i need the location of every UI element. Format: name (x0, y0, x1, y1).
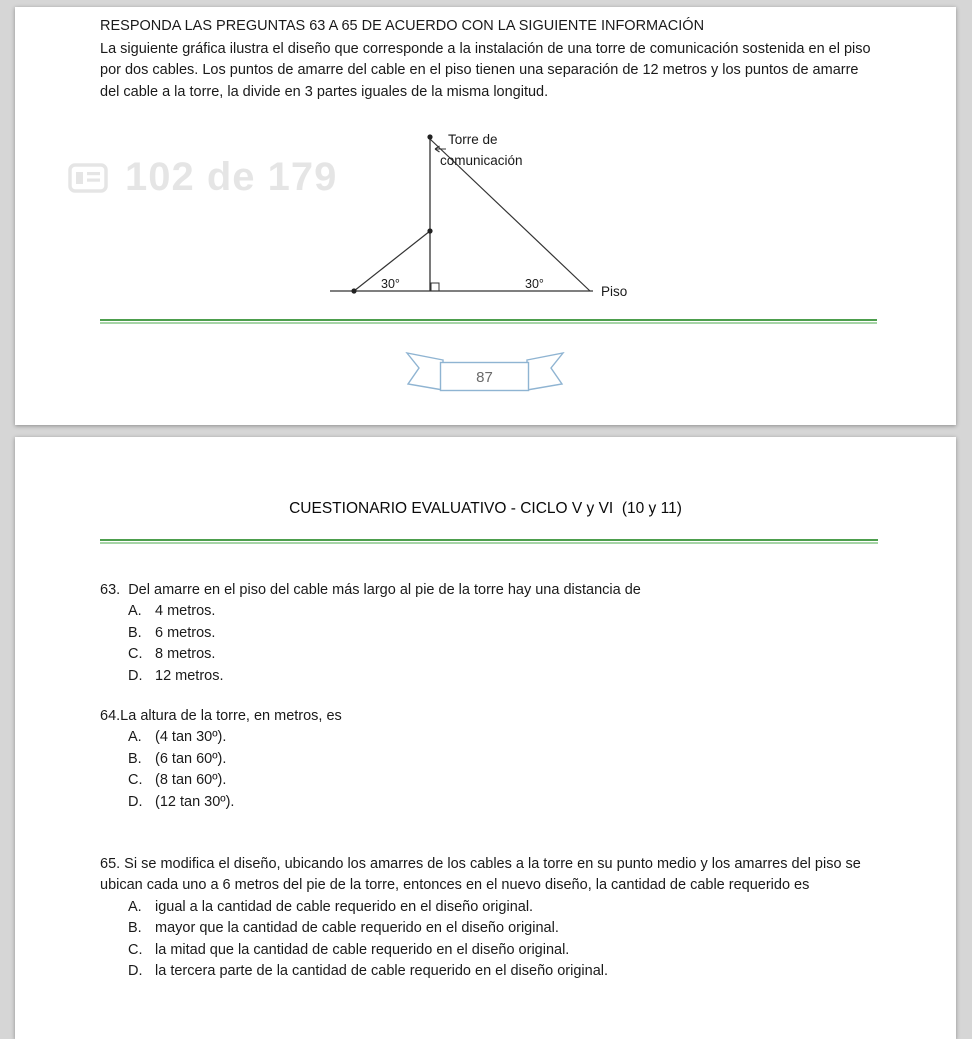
cable-attach-point (427, 228, 432, 233)
intro-paragraph: La siguiente gráfica ilustra el diseño que corresponde a la instalación de una torre de comunicación sostenida en el piso por dos cables. Los puntos de amarre del cable en el piso tienen una separación de 12 metros y los puntos de amarre del cable a la torre, la divide en 3 partes iguales de la misma longitud. (100, 41, 875, 100)
option-letter: D. (128, 667, 143, 684)
option-letter: D. (128, 963, 143, 980)
right-angle-mark (431, 283, 439, 291)
option-letter: B. (128, 920, 142, 937)
ribbon-left-tail (407, 353, 443, 390)
option-letter: A. (128, 898, 142, 915)
option-65-C (100, 940, 890, 961)
option-letter: C. (128, 772, 143, 789)
page-number-ribbon (405, 352, 565, 396)
document-page-2 (15, 437, 956, 1039)
option-63-B (100, 623, 890, 644)
instructions-header: RESPONDA LAS PREGUNTAS 63 A 65 DE ACUERDO CON LA SIGUIENTE INFORMACIÓN (100, 18, 705, 34)
tower-diagram (325, 125, 665, 310)
page-indicator-watermark (67, 155, 337, 200)
option-text: la mitad que la cantidad de cable requerido en el diseño original. (155, 941, 570, 958)
option-64-D (100, 792, 890, 813)
option-text: (8 tan 60º). (155, 772, 227, 789)
questionnaire-title: CUESTIONARIO EVALUATIVO - CICLO V y VI (10 y 11) (289, 500, 682, 517)
ground-label: Piso (601, 284, 628, 299)
option-text: 4 metros. (155, 603, 216, 620)
option-text: (6 tan 60º). (155, 750, 227, 767)
left-anchor-point (351, 288, 356, 293)
question-64 (100, 706, 890, 813)
green-divider-bottom (100, 539, 878, 544)
option-letter: B. (128, 750, 142, 767)
option-text: la tercera parte de la cantidad de cable requerido en el diseño original. (155, 963, 609, 980)
option-letter: C. (128, 941, 143, 958)
option-letter: A. (128, 729, 142, 746)
question-64-text: 64.La altura de la torre, en metros, es (100, 708, 342, 724)
ribbon-number: 87 (476, 369, 493, 386)
option-text: 8 metros. (155, 646, 216, 663)
option-letter: A. (128, 603, 142, 620)
option-63-C (100, 644, 890, 665)
tower-label-line1: Torre de (448, 132, 498, 147)
option-65-A (100, 897, 890, 918)
option-63-A (100, 601, 890, 622)
option-65-D (100, 961, 890, 982)
question-63 (100, 580, 890, 687)
option-64-C (100, 770, 890, 791)
green-divider-top (100, 319, 877, 324)
tower-pointer-arrow (435, 146, 446, 152)
option-text: mayor que la cantidad de cable requerido en el diseño original. (155, 920, 559, 937)
option-letter: D. (128, 793, 143, 810)
tower-top-point (427, 134, 432, 139)
ribbon-right-tail (527, 353, 563, 390)
option-64-A (100, 727, 890, 748)
page-indicator-text: 102 de 179 (125, 155, 338, 199)
option-letter: B. (128, 624, 142, 641)
option-text: (12 tan 30º). (155, 793, 235, 810)
question-65 (100, 854, 890, 982)
option-63-D (100, 666, 890, 687)
document-page-1 (15, 7, 956, 425)
question-65-text: 65. Si se modifica el diseño, ubicando los amarres de los cables a la torre en su punto medio y los amarres del piso se ubican cada uno a 6 metros del pie de la torre, entonces en el nuevo diseño, la cantidad de cable requerido es (100, 856, 865, 894)
option-letter: C. (128, 646, 143, 663)
left-angle-label: 30° (381, 277, 400, 291)
option-65-B (100, 918, 890, 939)
option-64-B (100, 749, 890, 770)
question-63-text: 63. Del amarre en el piso del cable más largo al pie de la torre hay una distancia de (100, 582, 641, 598)
option-text: (4 tan 30º). (155, 729, 227, 746)
reader-icon (67, 162, 109, 194)
right-angle-label: 30° (525, 277, 544, 291)
option-text: igual a la cantidad de cable requerido en el diseño original. (155, 898, 534, 915)
option-text: 12 metros. (155, 667, 224, 684)
tower-label-line2: comunicación (440, 153, 523, 168)
option-text: 6 metros. (155, 624, 216, 641)
